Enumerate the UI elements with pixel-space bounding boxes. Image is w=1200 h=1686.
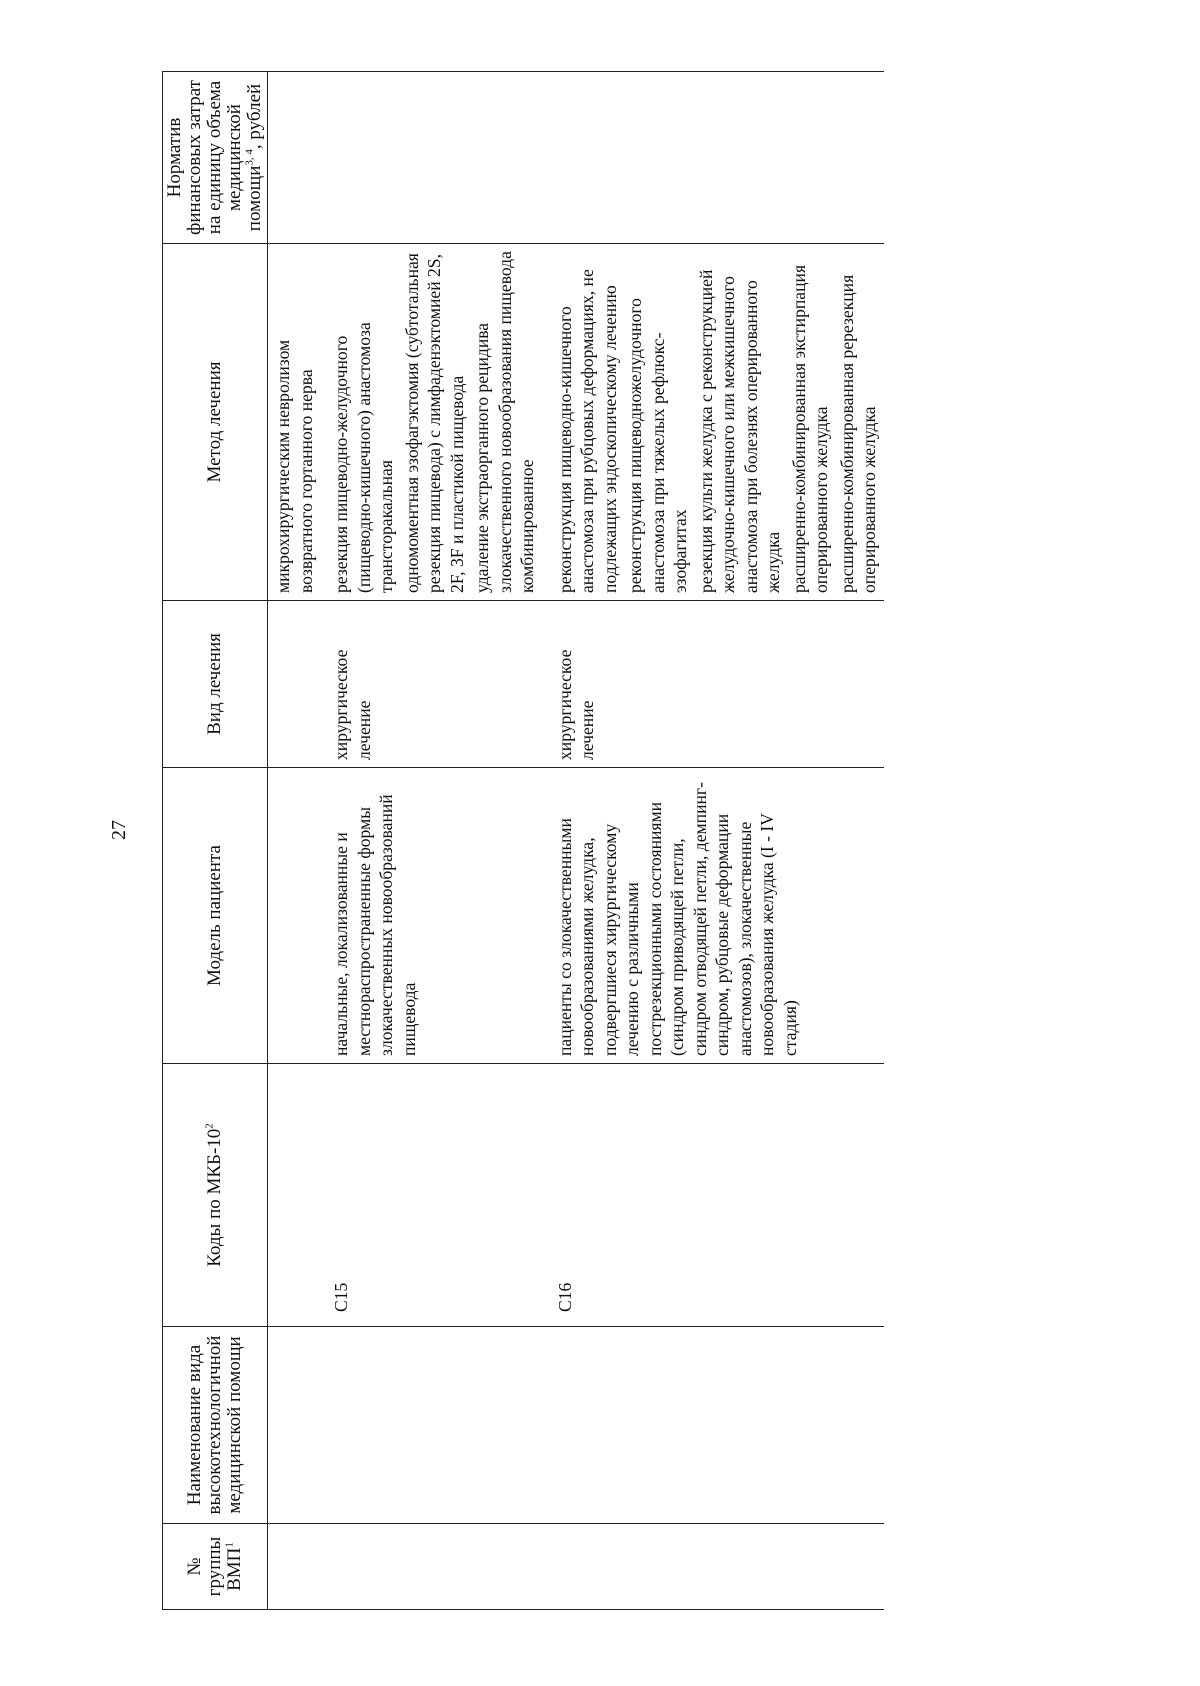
header-norm: Норматив финансовых затрат на единицу объема медицинской помощи$^{3, 4}$, рублей <box>163 72 268 244</box>
header-codes: Коды по МКБ-$10^2$ <box>163 1064 268 1327</box>
cell-norm <box>320 72 542 244</box>
cell-group-no <box>542 1524 884 1610</box>
method-item: микрохирургическим невролизом возвратного гортанного нерва <box>273 339 316 593</box>
table-row <box>268 72 321 1610</box>
cell-norm <box>542 72 884 244</box>
header-group-no: № группы ВМП$^1$ <box>163 1524 268 1610</box>
cell-type: хирургическое лечение <box>542 601 884 768</box>
method-item: расширенно-комбинированная экстирпация оперированного желудка <box>788 264 831 593</box>
cell-name <box>542 1327 884 1524</box>
header-row <box>163 72 268 1610</box>
cell-code <box>268 1064 321 1327</box>
method-item: реконструкция пищеводножелудочного анастомоза при тяжелых рефлюкс-эзофагитах <box>625 298 690 593</box>
header-method: Метод лечения <box>163 244 268 601</box>
header-name: Наименование вида высокотехнологичной медицинской помощи <box>163 1327 268 1524</box>
cell-methods <box>320 244 542 601</box>
cell-group-no <box>320 1524 542 1610</box>
cell-model: пациенты со злокачественными новообразованиями желудка, подвергшиеся хирургическому лечению с различными пострезекционными состояниями (синдром приводящей петли, синдром отводящей петли, демпинг-синдром, рубцовые деформации анастомозов), злокачественные новообразования желудка (I - IV стадия) <box>542 768 884 1064</box>
cell-name <box>320 1327 542 1524</box>
table-row <box>542 72 884 1610</box>
method-item: удаление экстраорганного рецидива злокачественного новообразования пищевода комбинированное <box>472 251 537 593</box>
header-model: Модель пациента <box>163 768 268 1064</box>
cell-group-no <box>268 1524 321 1610</box>
cell-model <box>268 768 321 1064</box>
method-item: одномоментная эзофагэктомия (субтотальная резекция пищевода) с лимфаденэктомией 2S, 2F, 3F и пластикой пищевода <box>401 253 467 593</box>
cell-type: хирургическое лечение <box>320 601 542 768</box>
cell-code: C15 <box>320 1064 542 1327</box>
page-number: 27 <box>108 820 130 840</box>
cell-methods <box>542 244 884 601</box>
header-type: Вид лечения <box>163 601 268 768</box>
cell-type <box>268 601 321 768</box>
method-item: расширенно-комбинированная ререзекция оперированного желудка <box>836 274 879 593</box>
method-item: реконструкция пищеводно-кишечного анастомоза при рубцовых деформациях, не подлежащих эндоскопическому лечению <box>554 269 620 593</box>
method-item: резекция культи желудка с реконструкцией желудочно-кишечного или межкишечного анастомоза при болезнях оперированного желудка <box>695 269 783 593</box>
cell-norm <box>268 72 321 244</box>
cell-name <box>268 1327 321 1524</box>
vmp-table <box>162 71 884 1610</box>
table-row <box>320 72 542 1610</box>
cell-methods <box>268 244 321 601</box>
cell-model: начальные, локализованные и местнораспространенные формы злокачественных новообразований пищевода <box>320 768 542 1064</box>
method-item: резекция пищеводно-желудочного (пищеводно-кишечного) анастомоза трансторакальная <box>331 322 396 593</box>
cell-code: C16 <box>542 1064 884 1327</box>
